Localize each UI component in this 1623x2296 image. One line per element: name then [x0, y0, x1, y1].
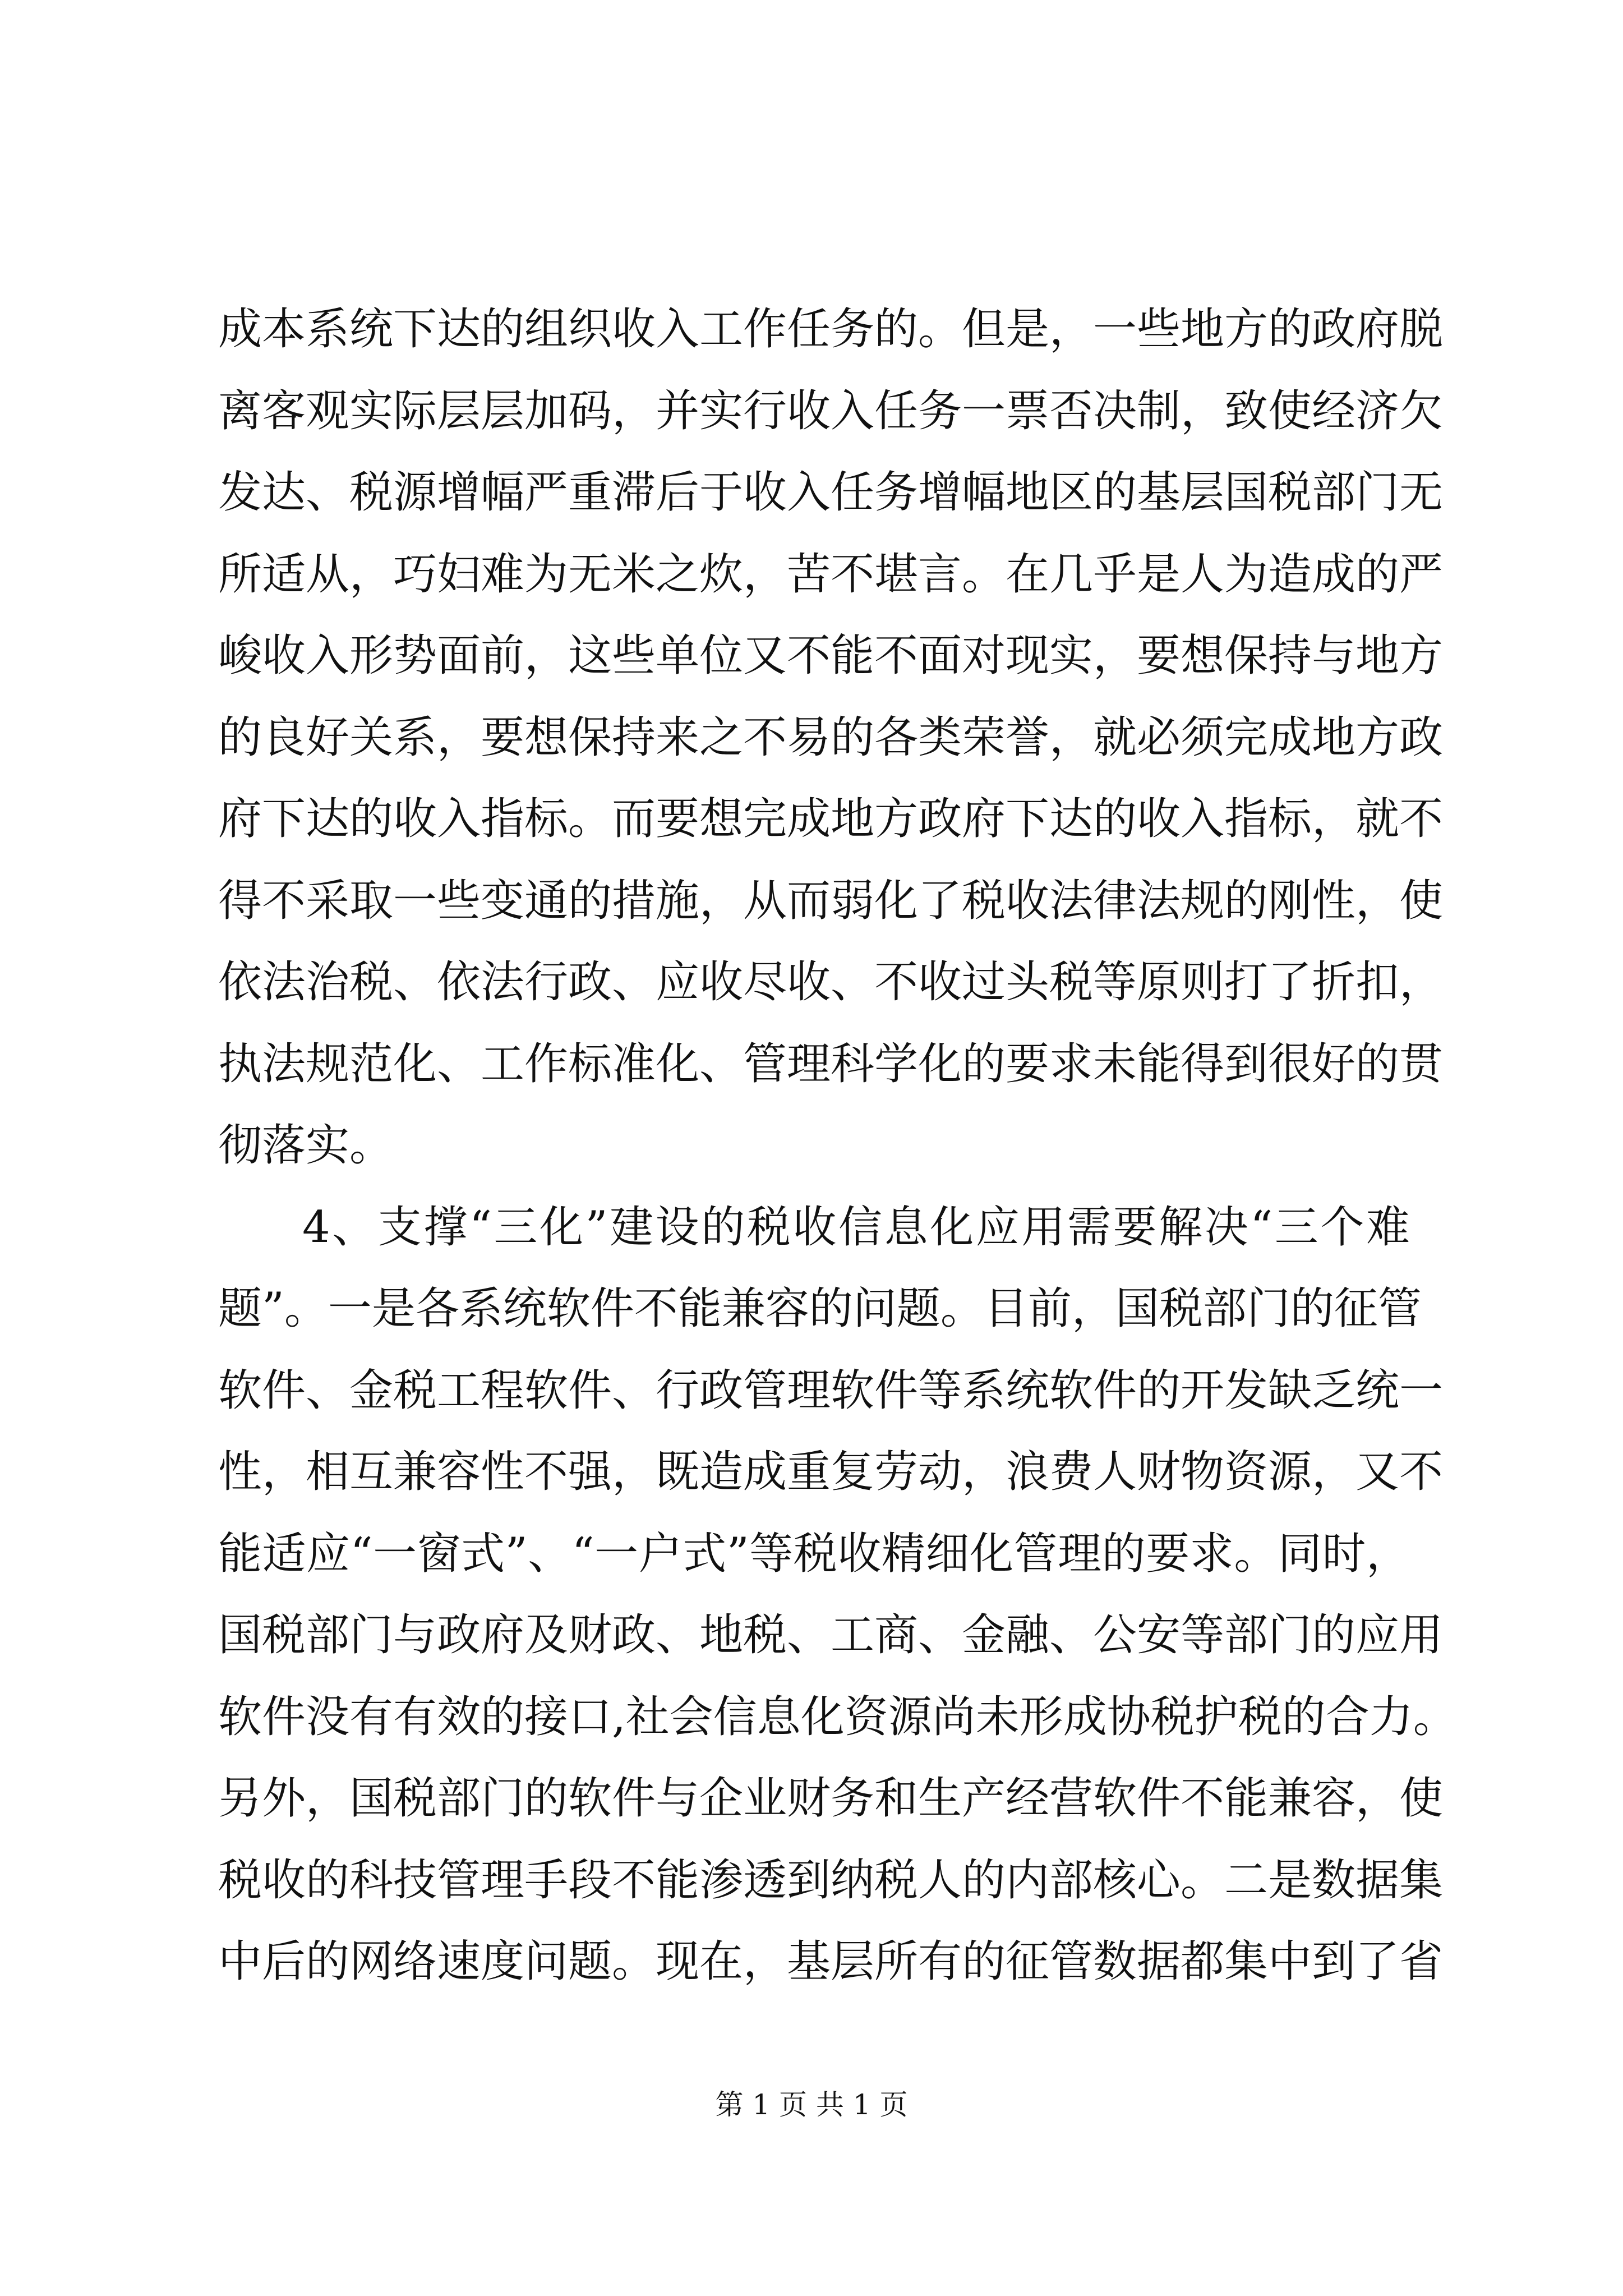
paragraph-1-line-9: 依法治税、依法行政、应收尽收、不收过头税等原则打了折扣， [218, 957, 1444, 1007]
paragraph-1-line-6: 的良好关系，要想保持来之不易的各类荣誉，就必须完成地方政 [218, 712, 1444, 763]
paragraph-1-line-3: 发达、税源增幅严重滞后于收入任务增幅地区的基层国税部门无 [218, 467, 1444, 518]
paragraph-1-line-4: 所适从，巧妇难为无米之炊，苦不堪言。在几乎是人为造成的严 [218, 549, 1444, 600]
document-body [218, 289, 1457, 2003]
paragraph-2-line-7: 软件没有有效的接口,社会信息化资源尚未形成协税护税的合力。 [218, 1691, 1457, 1742]
paragraph-1-line-10: 执法规范化、工作标准化、管理科学化的要求未能得到很好的贯 [218, 1038, 1444, 1089]
page-number-text: 第 1 页 共 1 页 [715, 2088, 908, 2121]
paragraph-1-line-11: 彻落实。 [218, 1120, 394, 1171]
paragraph-1-line-5: 峻收入形势面前，这些单位又不能不面对现实，要想保持与地方 [218, 631, 1444, 681]
paragraph-2-line-5: 能适应“一窗式”、“一户式”等税收精细化管理的要求。同时， [218, 1528, 1410, 1579]
paragraph-1-line-8: 得不采取一些变通的措施，从而弱化了税收法律法规的刚性，使 [218, 875, 1444, 926]
paragraph-2-line-6: 国税部门与政府及财政、地税、工商、金融、公安等部门的应用 [218, 1610, 1444, 1660]
paragraph-2-line-3: 软件、金税工程软件、行政管理软件等系统软件的开发缺乏统一 [218, 1365, 1444, 1416]
paragraph-2-line-2: 题”。一是各系统软件不能兼容的问题。目前，国税部门的征管 [218, 1283, 1422, 1334]
paragraph-1-line-7: 府下达的收入指标。而要想完成地方政府下达的收入指标，就不 [218, 794, 1444, 844]
paragraph-2-line-4: 性，相互兼容性不强，既造成重复劳动，浪费人财物资源，又不 [218, 1447, 1444, 1497]
paragraph-2-line-9: 税收的科技管理手段不能渗透到纳税人的内部核心。二是数据集 [218, 1855, 1444, 1906]
paragraph-1-line-2: 离客观实际层层加码，并实行收入任务一票否决制，致使经济欠 [218, 385, 1444, 436]
page-footer [0, 2082, 1623, 2127]
paragraph-1-line-1: 成本系统下达的组织收入工作任务的。但是，一些地方的政府脱 [218, 304, 1444, 355]
paragraph-2-line-8: 另外，国税部门的软件与企业财务和生产经营软件不能兼容，使 [218, 1773, 1444, 1824]
paragraph-2-line-1: 4、支撑“三化”建设的税收信息化应用需要解决“三个难 [302, 1202, 1410, 1253]
paragraph-2-line-10: 中后的网络速度问题。现在，基层所有的征管数据都集中到了省 [218, 1936, 1444, 1987]
